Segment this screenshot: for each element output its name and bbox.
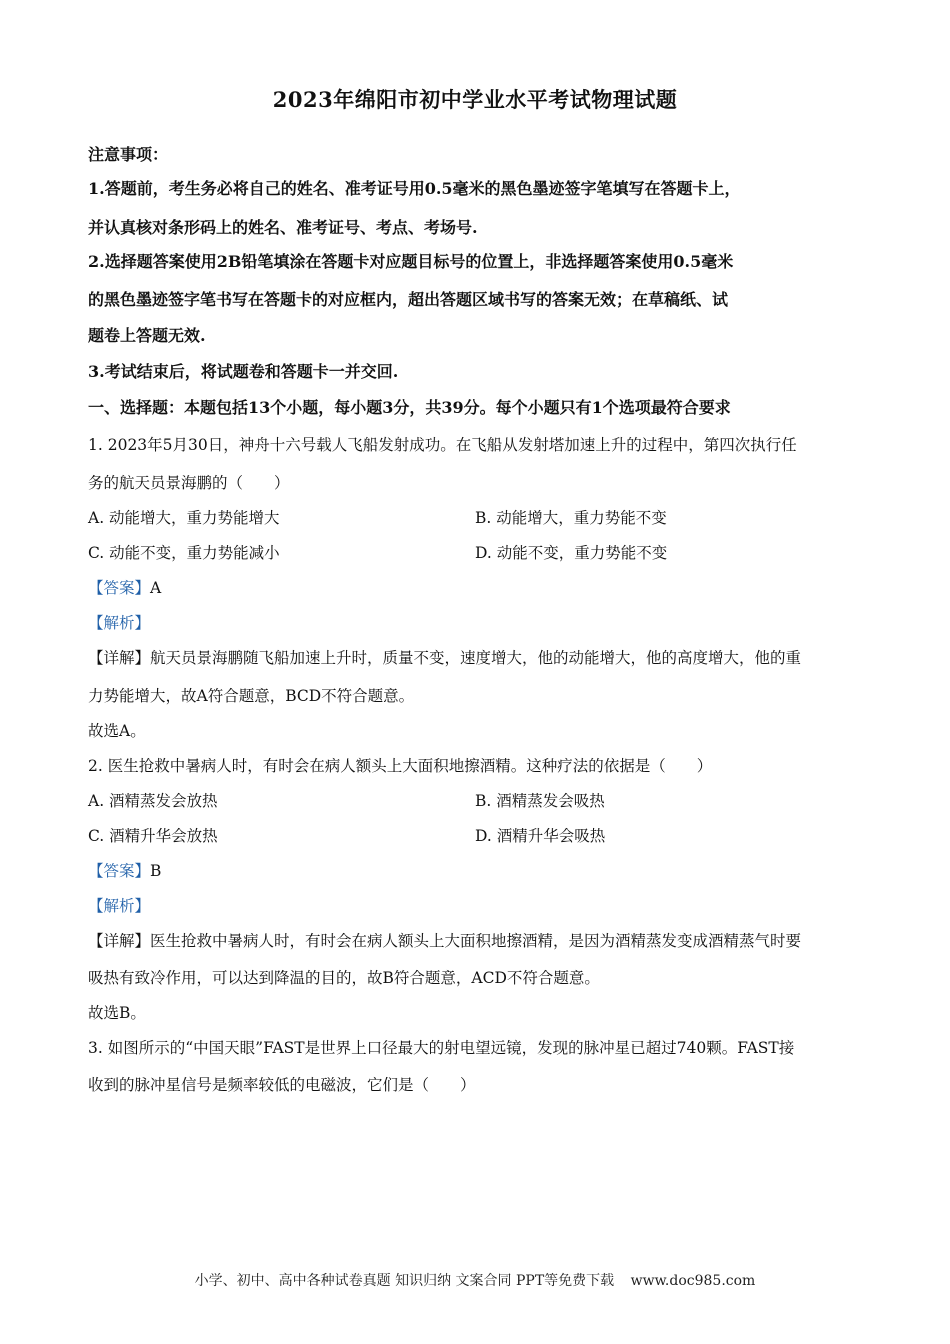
q1-analysis-row xyxy=(88,613,868,633)
q2-detail-row xyxy=(88,931,868,951)
q2-conclusion: 故选B。 xyxy=(88,1004,146,1022)
detail-label: 【详解】 xyxy=(88,932,151,950)
notice-item-2-line-1: 2.选择题答案使用2B铅笔填涂在答题卡对应题目标号的位置上，非选择题答案使用0.5毫米 xyxy=(88,252,734,271)
page-footer xyxy=(0,1270,950,1290)
answer-label: 【答案】 xyxy=(88,862,151,880)
notice-item-2-line-3: 题卷上答题无效. xyxy=(88,326,206,345)
q1-conclusion: 故选A。 xyxy=(88,722,146,740)
q1-stem-line-1: 1. 2023年5月30日，神舟十六号载人飞船发射成功。在飞船从发射塔加速上升的过程中，第四次执行任 xyxy=(88,436,797,454)
detail-label: 【详解】 xyxy=(88,649,151,667)
q1-answer-row xyxy=(88,578,868,598)
analysis-label: 【解析】 xyxy=(88,614,151,632)
footer-url[interactable]: www.doc985.com xyxy=(630,1273,756,1289)
q1-detail-line-2: 力势能增大，故A符合题意，BCD不符合题意。 xyxy=(88,687,415,705)
page-title: 2023年绵阳市初中学业水平考试物理试题 xyxy=(272,87,678,112)
notice-item-1-line-2: 并认真核对条形码上的姓名、准考证号、考点、考场号. xyxy=(88,218,478,237)
section-heading: 一、选择题：本题包括13个小题，每小题3分，共39分。每个小题只有1个选项最符合要求 xyxy=(88,398,731,417)
q2-option-c: C. 酒精升华会放热 xyxy=(88,827,218,845)
notice-item-2-line-2: 的黑色墨迹签字笔书写在答题卡的对应框内，超出答题区域书写的答案无效；在草稿纸、试 xyxy=(88,290,729,309)
q2-answer-row xyxy=(88,861,868,881)
q1-detail-line-1: 航天员景海鹏随飞船加速上升时，质量不变，速度增大，他的动能增大，他的高度增大，他的重 xyxy=(150,649,802,667)
q1-answer-value: A xyxy=(150,579,162,597)
footer-text: 小学、初中、高中各种试卷真题 知识归纳 文案合同 PPT等免费下载 xyxy=(194,1273,615,1289)
q1-option-d: D. 动能不变，重力势能不变 xyxy=(475,544,668,562)
q2-analysis-row xyxy=(88,896,868,916)
notice-heading: 注意事项： xyxy=(88,145,169,164)
q1-option-b: B. 动能增大，重力势能不变 xyxy=(475,509,667,527)
q2-detail-line-2: 吸热有致冷作用，可以达到降温的目的，故B符合题意，ACD不符合题意。 xyxy=(88,969,600,987)
answer-label: 【答案】 xyxy=(88,579,151,597)
q1-option-c: C. 动能不变，重力势能减小 xyxy=(88,544,280,562)
q3-stem-line-1: 3. 如图所示的“中国天眼”FAST是世界上口径最大的射电望远镜，发现的脉冲星已超过740颗。FAST接 xyxy=(88,1039,795,1057)
q2-detail-line-1: 医生抢救中暑病人时，有时会在病人额头上大面积地擦酒精，是因为酒精蒸发变成酒精蒸气时要 xyxy=(150,932,802,950)
q2-stem-line-1: 2. 医生抢救中暑病人时，有时会在病人额头上大面积地擦酒精。这种疗法的依据是（ ） xyxy=(88,757,713,775)
notice-item-3: 3.考试结束后，将试题卷和答题卡一并交回. xyxy=(88,362,399,381)
q2-answer-value: B xyxy=(150,862,162,880)
q1-detail-row xyxy=(88,648,868,668)
q1-stem-line-2: 务的航天员景海鹏的（ ） xyxy=(88,474,290,492)
q2-option-b: B. 酒精蒸发会吸热 xyxy=(475,792,605,810)
q3-stem-line-2: 收到的脉冲星信号是频率较低的电磁波，它们是（ ） xyxy=(88,1076,476,1094)
q2-option-a: A. 酒精蒸发会放热 xyxy=(88,792,218,810)
notice-item-1-line-1: 1.答题前，考生务必将自己的姓名、准考证号用0.5毫米的黑色墨迹签字笔填写在答题卡上， xyxy=(88,179,741,198)
q1-option-a: A. 动能增大，重力势能增大 xyxy=(88,509,280,527)
q2-option-d: D. 酒精升华会吸热 xyxy=(475,827,606,845)
analysis-label: 【解析】 xyxy=(88,897,151,915)
